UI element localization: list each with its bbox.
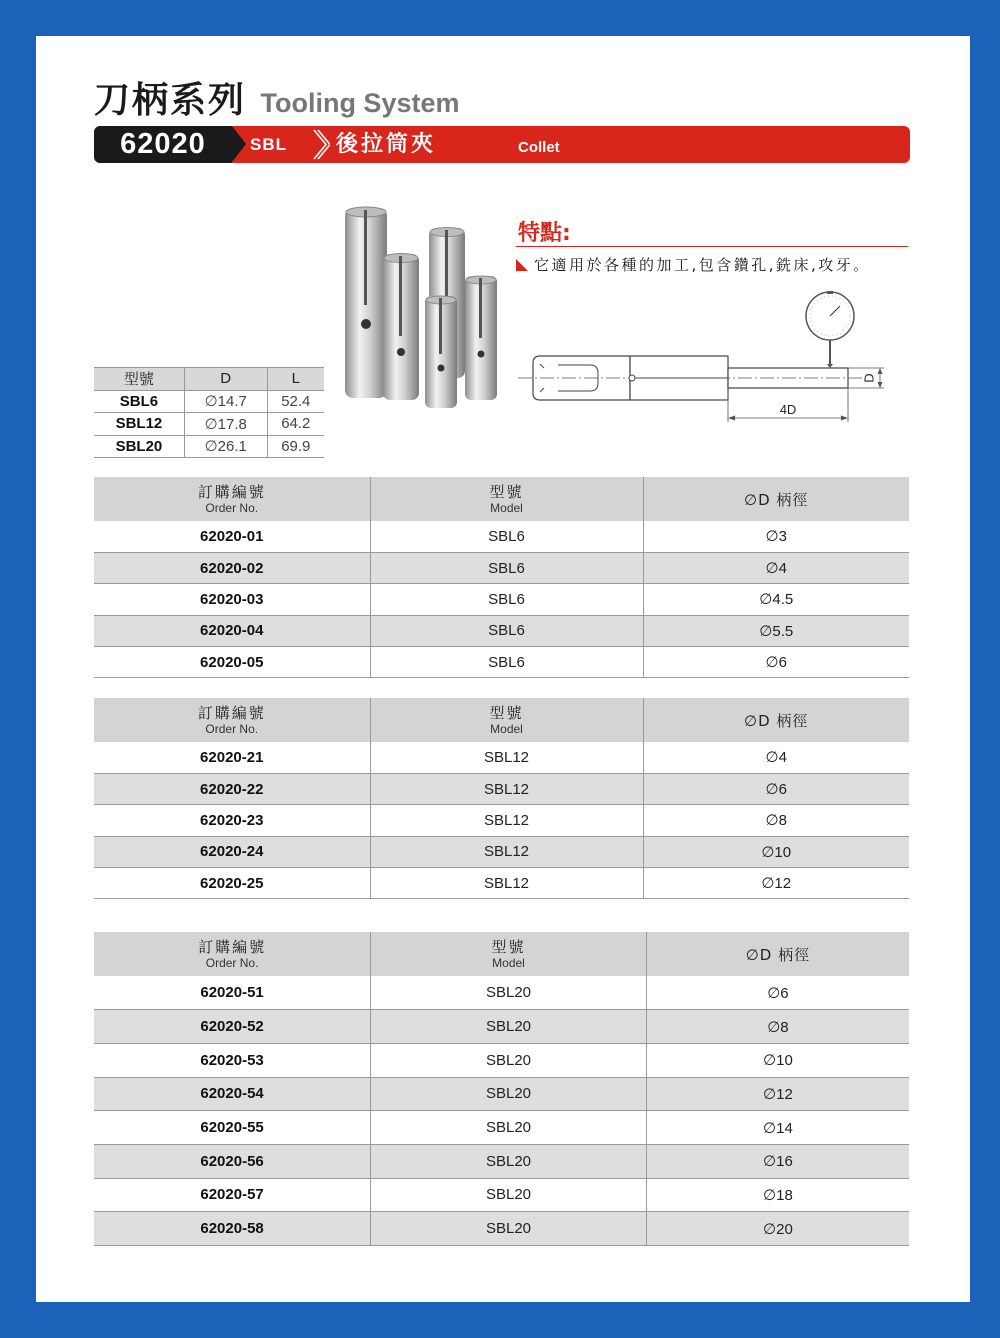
triangle-bullet-icon — [516, 259, 528, 271]
product-name-chinese: 後拉筒夾 — [336, 132, 437, 157]
model-cell: SBL20 — [371, 1111, 647, 1145]
diameter-cell: ∅5.5 — [643, 615, 909, 646]
spec-row — [94, 435, 324, 458]
model-cell: SBL12 — [370, 773, 643, 804]
header-model — [370, 477, 643, 521]
diameter-cell: ∅6 — [643, 647, 909, 678]
header-diameter-label: ∅D 柄徑 — [745, 945, 811, 964]
order-header-row — [94, 698, 909, 742]
model-cell: SBL20 — [371, 1178, 647, 1212]
title-english: Tooling System — [260, 88, 460, 118]
model-cell: SBL6 — [370, 521, 643, 552]
diameter-cell: ∅4.5 — [643, 584, 909, 615]
table-row — [94, 742, 909, 773]
table-row — [94, 1043, 909, 1077]
dimension-4d-label: 4D — [779, 402, 797, 417]
spec-header-row — [94, 368, 324, 391]
product-banner — [94, 126, 910, 163]
order-number: 62020-56 — [94, 1144, 371, 1178]
model-cell: SBL6 — [370, 552, 643, 583]
header-diameter-label: ∅D 柄徑 — [744, 490, 809, 509]
model-cell: SBL6 — [370, 647, 643, 678]
header-order-no — [94, 698, 370, 742]
order-table-sbl12 — [94, 698, 909, 899]
header-order-no — [94, 477, 370, 521]
order-number: 62020-03 — [94, 584, 370, 615]
spec-header-model: 型號 — [94, 368, 184, 391]
header-model-en: Model — [490, 501, 523, 515]
header-order-cn: 訂購編號 — [197, 704, 266, 722]
collet-product-photo — [341, 204, 511, 412]
product-name-english: Collet — [518, 139, 560, 156]
order-header-row — [94, 477, 909, 521]
order-number: 62020-52 — [94, 1010, 371, 1044]
diameter-cell: ∅4 — [643, 742, 909, 773]
spec-d: ∅17.8 — [184, 413, 267, 436]
order-number: 62020-24 — [94, 836, 370, 867]
spec-l: 52.4 — [267, 390, 324, 413]
order-number: 62020-01 — [94, 521, 370, 552]
diameter-cell: ∅8 — [643, 805, 909, 836]
order-header-row — [94, 932, 909, 976]
diameter-cell: ∅10 — [646, 1043, 909, 1077]
model-cell: SBL12 — [370, 836, 643, 867]
spec-header-d: D — [184, 368, 267, 391]
spec-d: ∅26.1 — [184, 435, 267, 458]
table-row — [94, 773, 909, 804]
table-row — [94, 1010, 909, 1044]
order-number: 62020-23 — [94, 805, 370, 836]
table-row — [94, 584, 909, 615]
table-row — [94, 868, 909, 899]
table-row — [94, 647, 909, 678]
catalog-page — [36, 36, 970, 1302]
table-row — [94, 1178, 909, 1212]
table-row — [94, 805, 909, 836]
order-number: 62020-02 — [94, 552, 370, 583]
header-diameter-label: ∅D 柄徑 — [744, 711, 809, 730]
spec-table — [94, 367, 324, 458]
page-title — [94, 72, 460, 121]
features-title: 特點: — [518, 221, 571, 246]
header-model-cn: 型號 — [491, 938, 526, 956]
features-text — [516, 254, 871, 275]
header-diameter — [643, 477, 909, 521]
model-cell: SBL20 — [371, 1144, 647, 1178]
diameter-cell: ∅20 — [646, 1212, 909, 1246]
order-number: 62020-51 — [94, 976, 371, 1010]
features-description: 它適用於各種的加工,包含鑽孔,銑床,攻牙。 — [534, 256, 871, 274]
order-number: 62020-58 — [94, 1212, 371, 1246]
diameter-cell: ∅4 — [643, 552, 909, 583]
chevron-right-icon — [312, 129, 330, 160]
diameter-cell: ∅6 — [643, 773, 909, 804]
table-row — [94, 1077, 909, 1111]
diameter-cell: ∅8 — [646, 1010, 909, 1044]
table-row — [94, 1111, 909, 1145]
spec-row — [94, 413, 324, 436]
order-number: 62020-04 — [94, 615, 370, 646]
header-order-cn: 訂購編號 — [197, 483, 266, 501]
order-number: 62020-21 — [94, 742, 370, 773]
header-diameter — [643, 698, 909, 742]
diameter-cell: ∅14 — [646, 1111, 909, 1145]
model-cell: SBL6 — [370, 584, 643, 615]
table-row — [94, 615, 909, 646]
order-number: 62020-25 — [94, 868, 370, 899]
diameter-cell: ∅16 — [646, 1144, 909, 1178]
table-row — [94, 1144, 909, 1178]
order-table-sbl20 — [94, 932, 909, 1246]
spec-model: SBL20 — [94, 435, 184, 458]
table-row — [94, 976, 909, 1010]
header-model — [370, 698, 643, 742]
header-model-en: Model — [492, 956, 525, 970]
model-cell: SBL20 — [371, 1043, 647, 1077]
header-order-en: Order No. — [205, 501, 259, 515]
model-cell: SBL20 — [371, 976, 647, 1010]
dimension-d-label: D — [861, 373, 877, 383]
header-order-cn: 訂購編號 — [198, 938, 267, 956]
model-cell: SBL6 — [370, 615, 643, 646]
order-number: 62020-05 — [94, 647, 370, 678]
spec-l: 64.2 — [267, 413, 324, 436]
diameter-cell: ∅12 — [643, 868, 909, 899]
order-number: 62020-53 — [94, 1043, 371, 1077]
header-order-en: Order No. — [205, 722, 259, 736]
order-table-sbl6 — [94, 477, 909, 678]
header-order-en: Order No. — [205, 956, 259, 970]
table-row — [94, 521, 909, 552]
order-number: 62020-55 — [94, 1111, 371, 1145]
spec-l: 69.9 — [267, 435, 324, 458]
order-number: 62020-22 — [94, 773, 370, 804]
spec-model: SBL6 — [94, 390, 184, 413]
features-divider — [516, 246, 908, 247]
header-model-cn: 型號 — [489, 483, 524, 501]
spec-row — [94, 390, 324, 413]
header-model-cn: 型號 — [489, 704, 524, 722]
model-cell: SBL12 — [370, 805, 643, 836]
code-arrow-shape — [232, 126, 246, 162]
model-cell: SBL20 — [371, 1077, 647, 1111]
header-diameter — [646, 932, 909, 976]
table-row — [94, 836, 909, 867]
header-model-en: Model — [490, 722, 523, 736]
header-model — [371, 932, 647, 976]
model-cell: SBL12 — [370, 868, 643, 899]
table-row — [94, 552, 909, 583]
model-cell: SBL20 — [371, 1010, 647, 1044]
table-row — [94, 1212, 909, 1246]
model-cell: SBL20 — [371, 1212, 647, 1246]
order-number: 62020-54 — [94, 1077, 371, 1111]
series-label: SBL — [250, 135, 287, 154]
diameter-cell: ∅3 — [643, 521, 909, 552]
spec-d: ∅14.7 — [184, 390, 267, 413]
diameter-cell: ∅10 — [643, 836, 909, 867]
header-order-no — [94, 932, 371, 976]
title-chinese: 刀柄系列 — [94, 80, 247, 121]
order-number: 62020-57 — [94, 1178, 371, 1212]
diameter-cell: ∅18 — [646, 1178, 909, 1212]
model-cell: SBL12 — [370, 742, 643, 773]
diameter-cell: ∅6 — [646, 976, 909, 1010]
diameter-cell: ∅12 — [646, 1077, 909, 1111]
product-code: 62020 — [94, 126, 232, 163]
technical-drawing — [518, 286, 908, 441]
spec-header-l: L — [267, 368, 324, 391]
spec-model: SBL12 — [94, 413, 184, 436]
